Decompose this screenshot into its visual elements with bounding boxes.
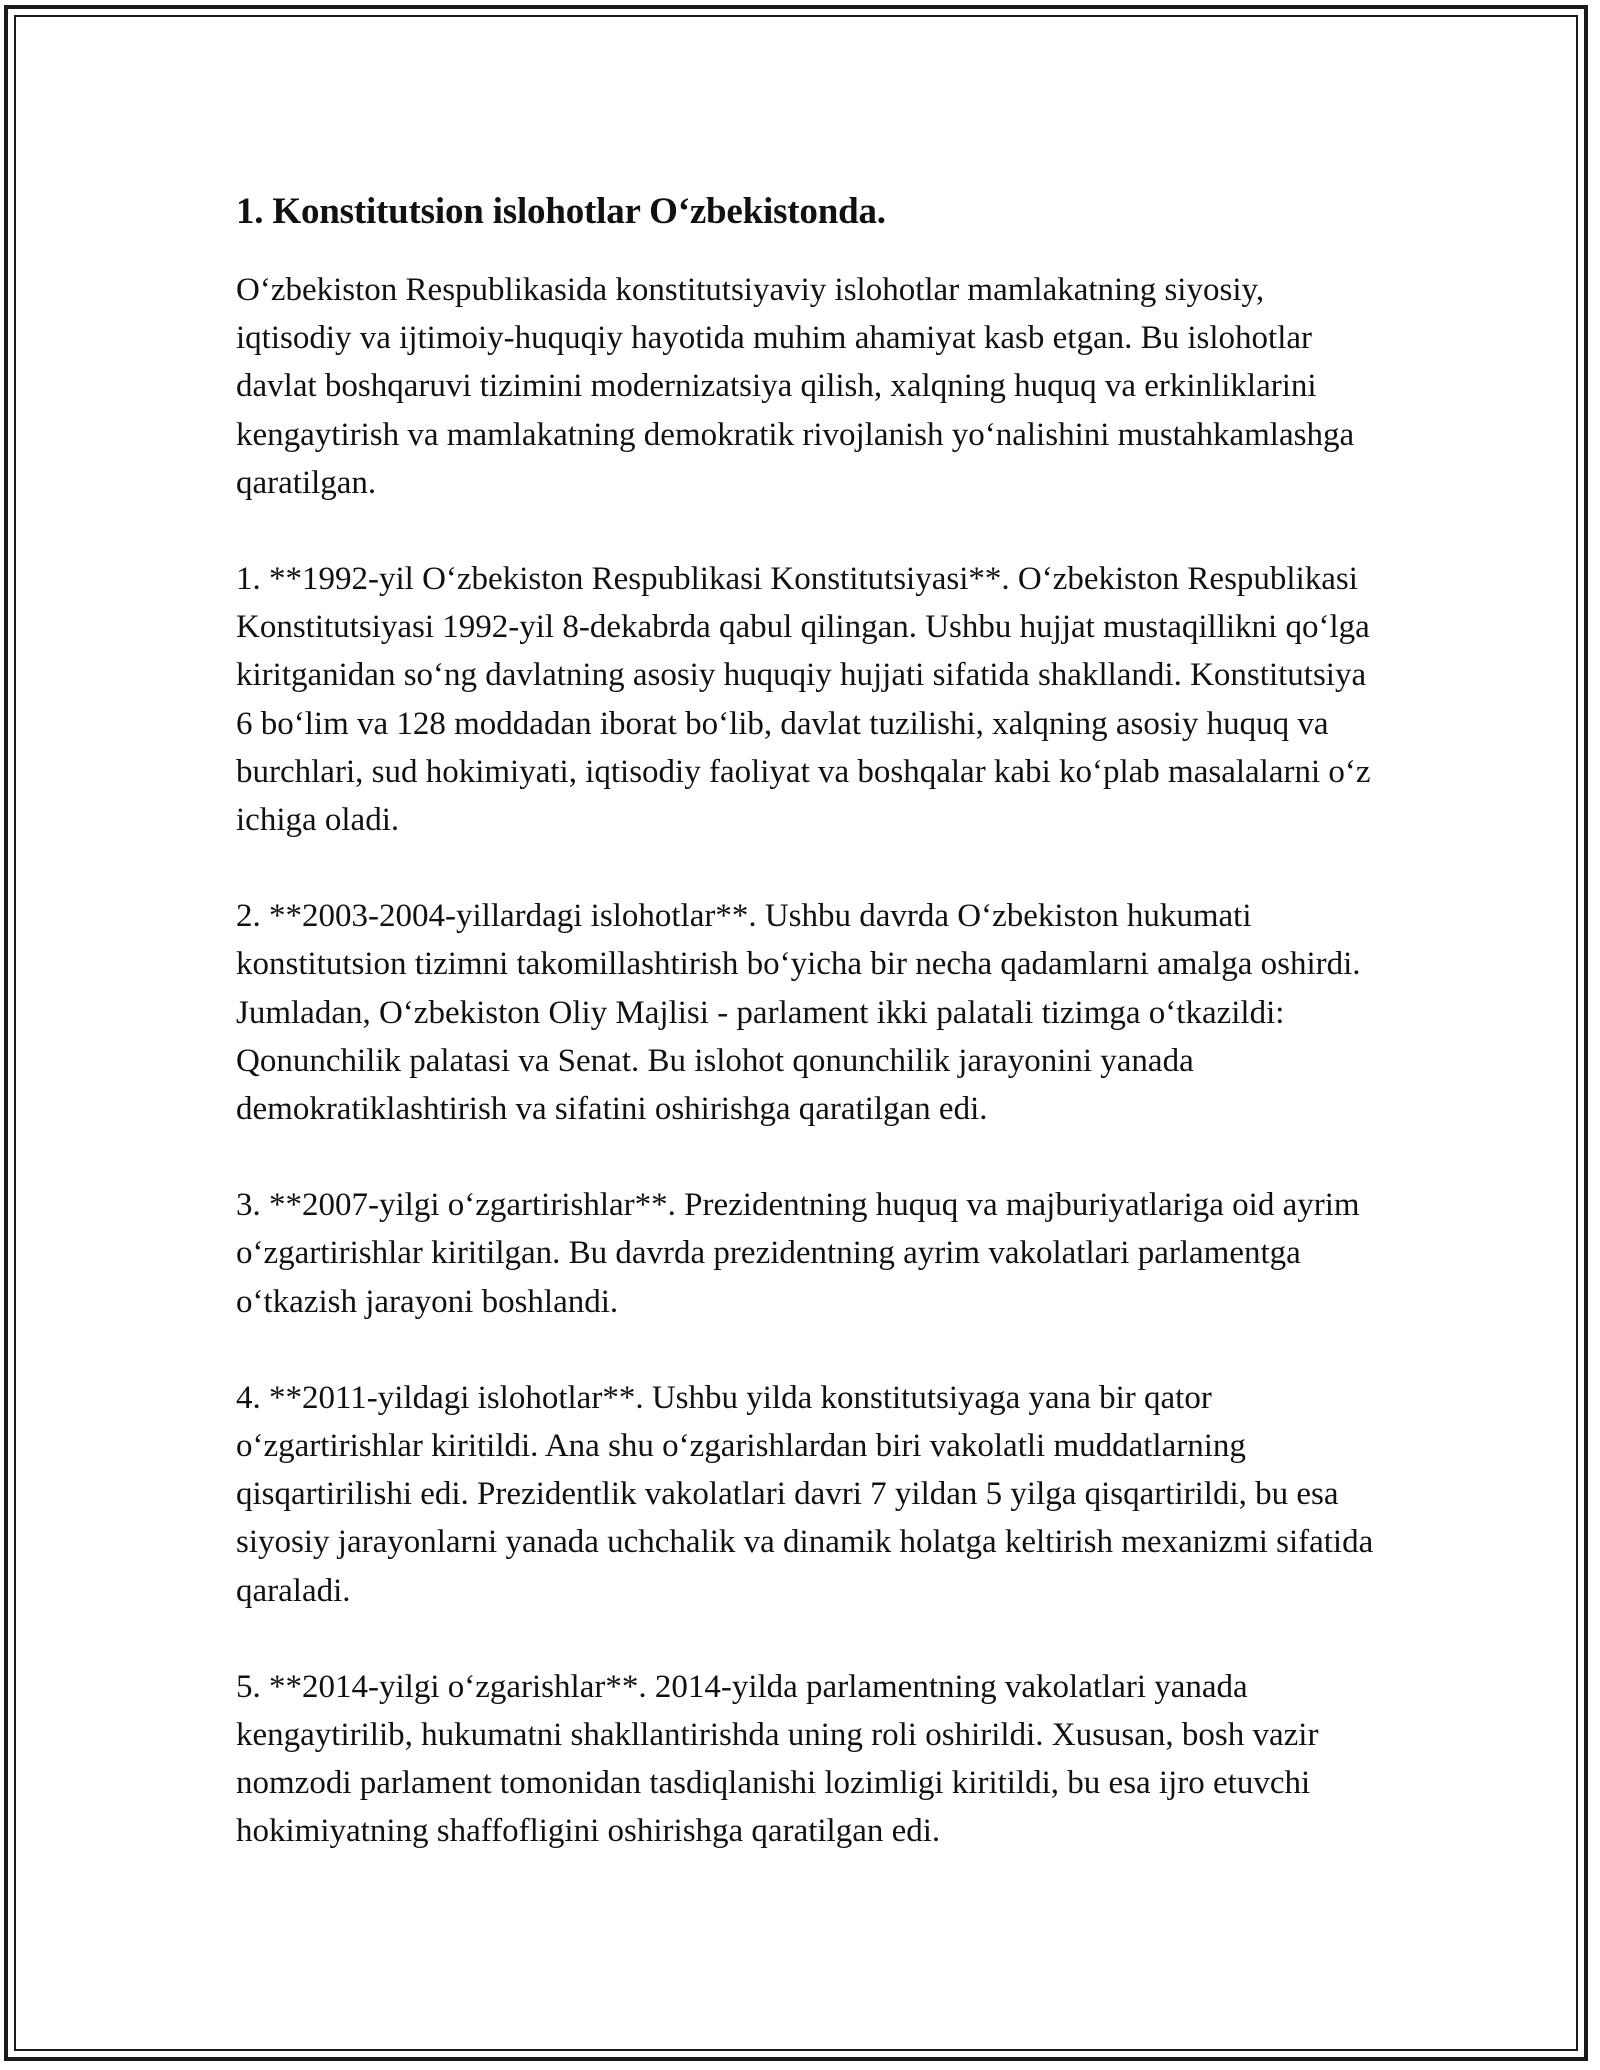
paragraph-2014-changes: 5. **2014-yilgi o‘zgarishlar**. 2014-yilda parlamentning vakolatlari yanada kengaytirilib, hukumatni shakllantirishda uning roli oshirildi. Xususan, bosh vazir nomzodi parlament tomonidan tasdiqlanishi lozimligi kiritildi, bu esa ijro etuvchi hokimiyatning shaffofligini oshirishga qaratilgan edi. — [236, 1668, 1319, 1850]
document-body — [236, 186, 1376, 1904]
document-title: 1. Konstitutsion islohotlar O‘zbekistonda. — [236, 191, 886, 232]
paragraph-2003-2004-reforms: 2. **2003-2004-yillardagi islohotlar**. Ushbu davrda O‘zbekiston hukumati konstitutsion tizimni takomillashtirish bo‘yicha bir necha qadamlarni amalga oshirdi. Jumladan, O‘zbekiston Oliy Majlisi - parlament ikki palatali tizimga o‘tkazildi: Qonunchilik palatasi va Senat. Bu islohot qonunchilik jarayonini yanada demokratiklashtirish va sifatini oshirishga qaratilgan edi. — [236, 898, 1361, 1128]
paragraph-2007-amendments: 3. **2007-yilgi o‘zgartirishlar**. Prezidentning huquq va majburiyatlariga oid ayrim o‘zgartirishlar kiritilgan. Bu davrda prezidentning ayrim vakolatlari parlamentga o‘tkazish jarayoni boshlandi. — [236, 1187, 1360, 1320]
paragraph-2011-reforms: 4. **2011-yildagi islohotlar**. Ushbu yilda konstitutsiyaga yana bir qator o‘zgartirishlar kiritildi. Ana shu o‘zgarishlardan biri vakolatli muddatlarning qisqartirilishi edi. Prezidentlik vakolatlari davri 7 yildan 5 yilga qisqartirildi, bu esa siyosiy jarayonlarni yanada uchchalik va dinamik holatga keltirish mexanizmi sifatida qaraladi. — [236, 1379, 1374, 1609]
intro-paragraph: O‘zbekiston Respublikasida konstitutsiyaviy islohotlar mamlakatning siyosiy, iqtisodiy va ijtimoiy-huquqiy hayotida muhim ahamiyat kasb etgan. Bu islohotlar davlat boshqaruvi tizimini modernizatsiya qilish, xalqning huquq va erkinliklarini kengaytirish va mamlakatning demokratik rivojlanish yo‘nalishini mustahkamlashga qaratilgan. — [236, 272, 1355, 501]
paragraph-1992-constitution: 1. **1992-yil O‘zbekiston Respublikasi Konstitutsiyasi**. O‘zbekiston Respublikasi Konstitutsiyasi 1992-yil 8-dekabrda qabul qilingan. Ushbu hujjat mustaqillikni qo‘lga kiritganidan so‘ng davlatning asosiy huquqiy hujjati sifatida shakllandi. Konstitutsiya 6 bo‘lim va 128 moddadan iborat bo‘lib, davlat tuzilishi, xalqning asosiy huquq va burchlari, sud hokimiyati, iqtisodiy faoliyat va boshqalar kabi ko‘plab masalalarni o‘z ichiga oladi. — [236, 561, 1371, 839]
